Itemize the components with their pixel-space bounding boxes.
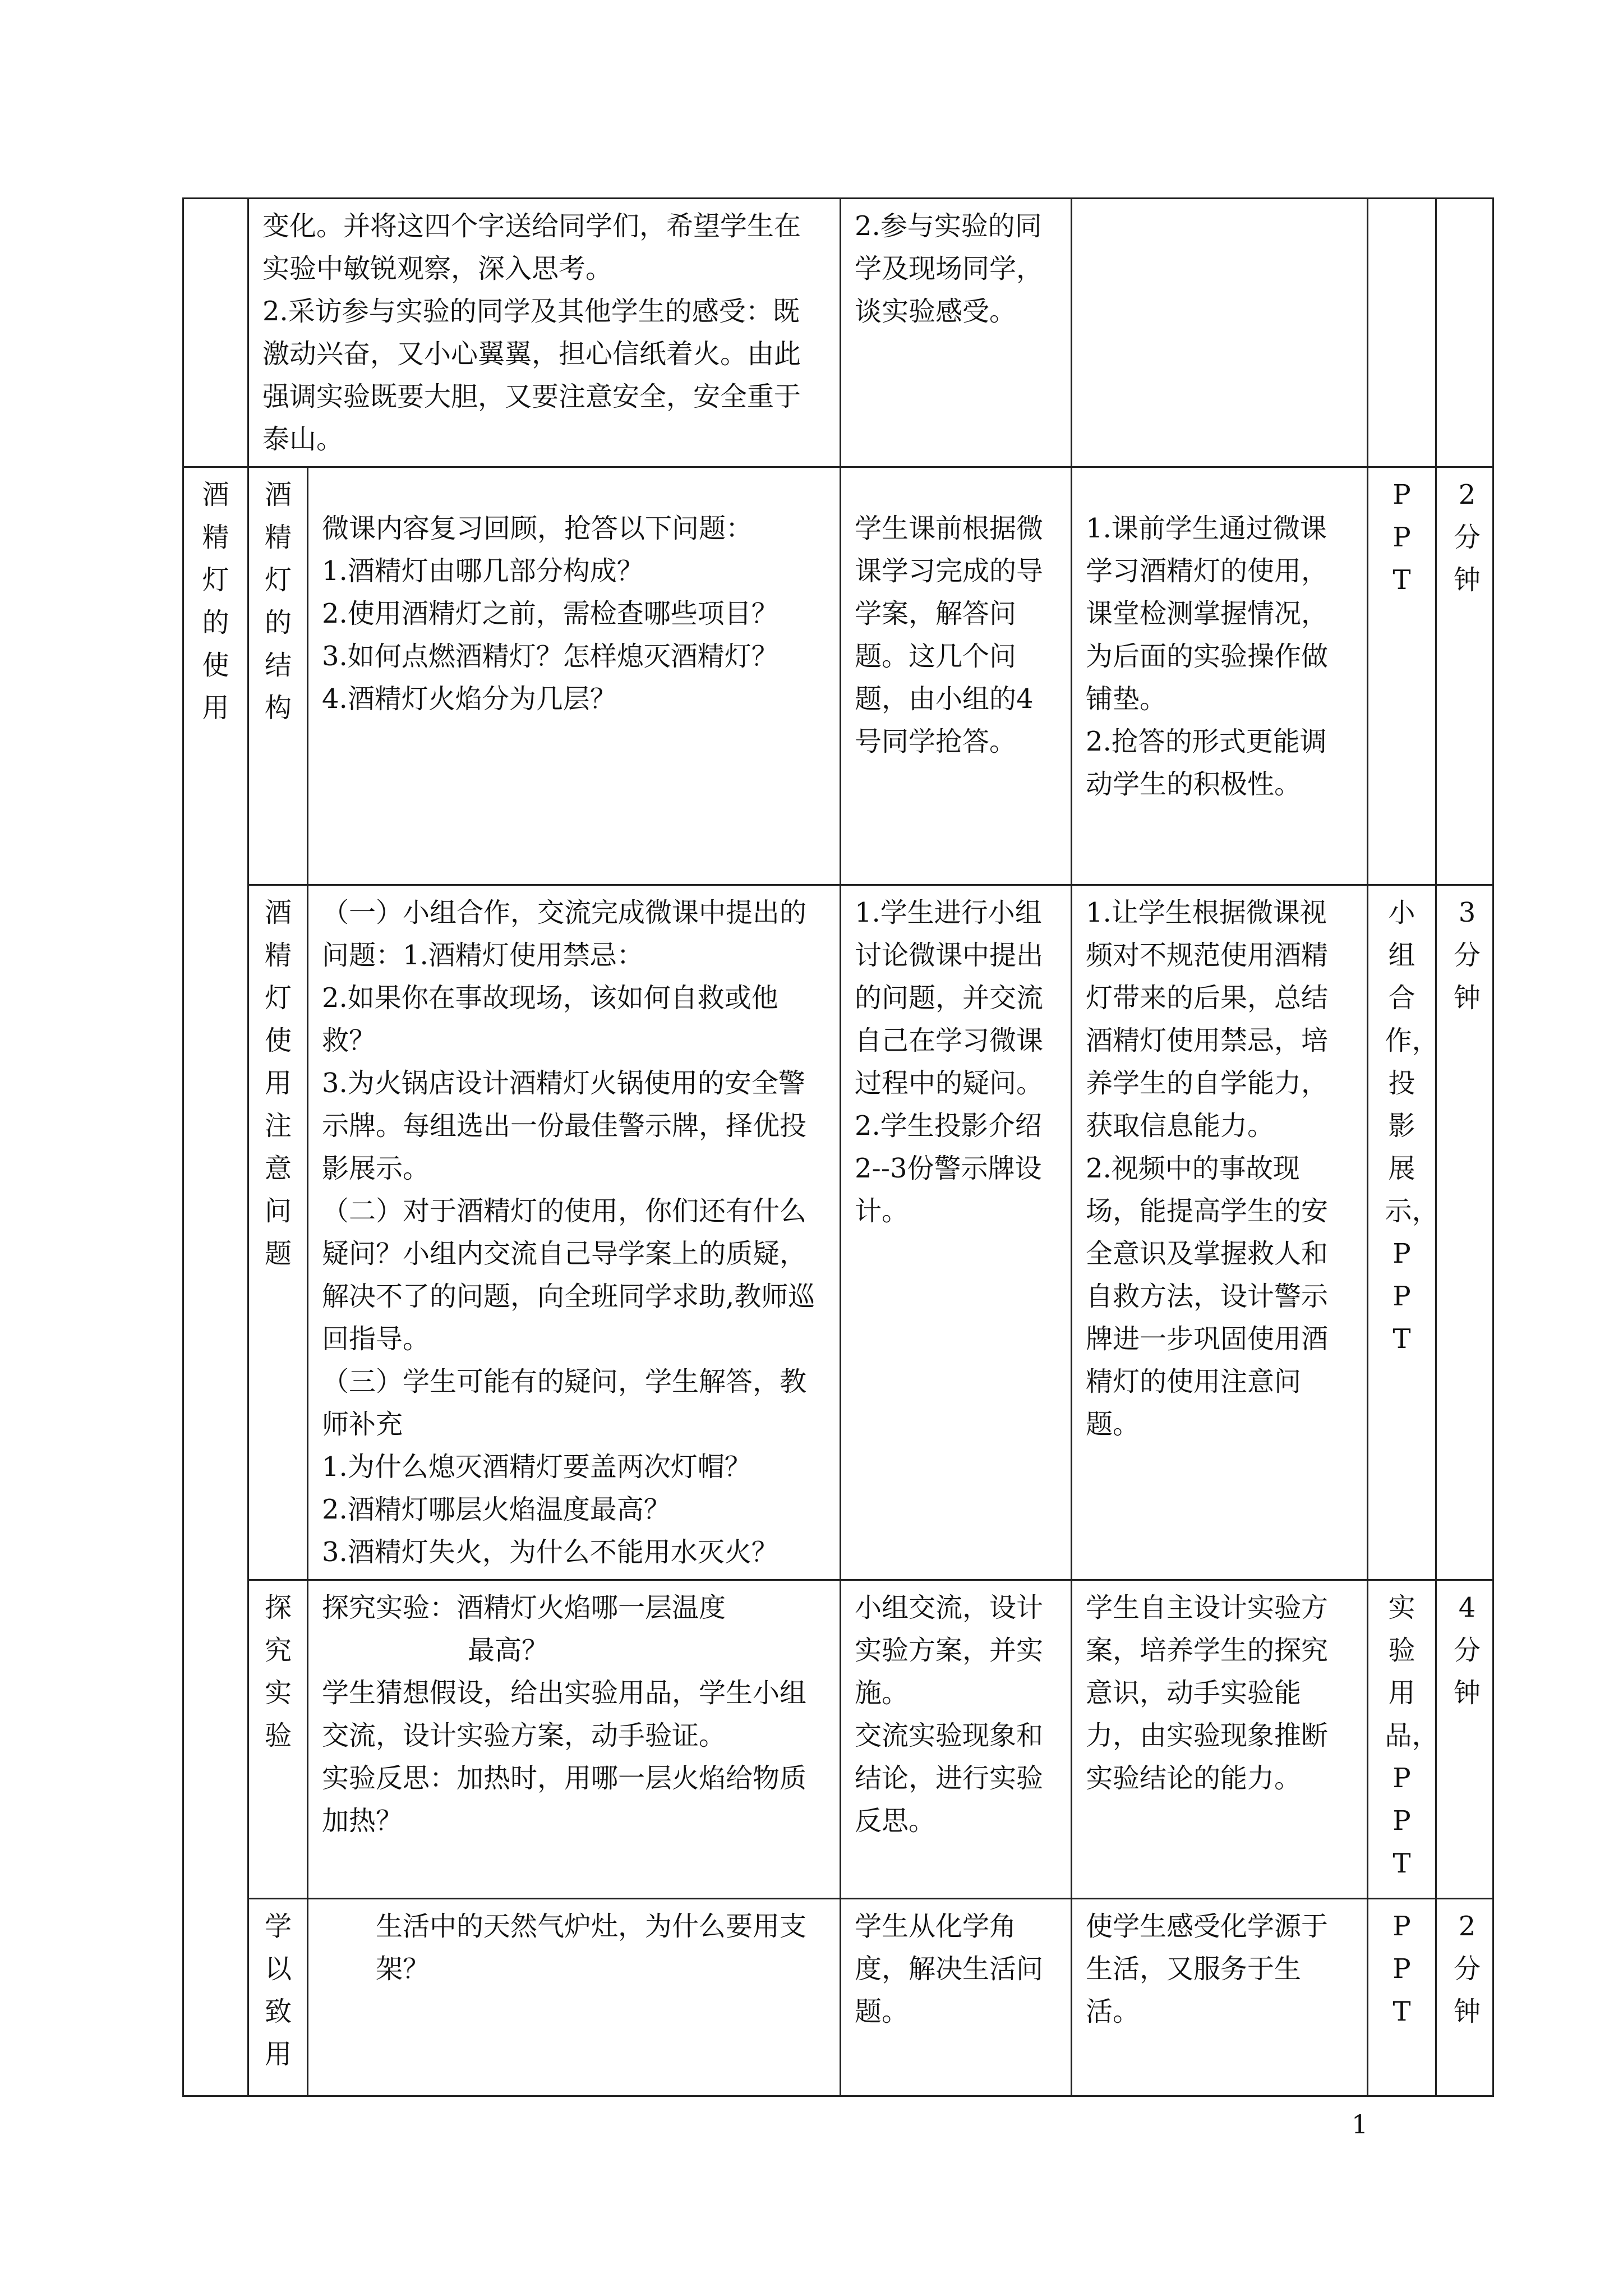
section-label-cell	[183, 467, 248, 2096]
media-cell: PPT	[1368, 467, 1436, 885]
table-row	[183, 1899, 1493, 2096]
intent-cell: 使学生感受化学源于生活，又服务于生活。	[1072, 1899, 1368, 2096]
stage-cell: 探究实验	[248, 1580, 308, 1899]
intent-cell: 1.课前学生通过微课学习酒精灯的使用，课堂检测掌握情况，为后面的实验操作做铺垫。 2.抢答的形式更能调动学生的积极性。	[1072, 467, 1368, 885]
process-cell: （一）小组合作，交流完成微课中提出的问题：1.酒精灯使用禁忌： 2.如果你在事故现场，该如何自救或他救？ 3.为火锅店设计酒精灯火锅使用的安全警示牌。每组选出一份最佳警示牌，择优投影展示。 （二）对于酒精灯的使用，你们还有什么疑问？小组内交流自己导学案上的质疑，解决不了的问题，向全班同学求助,教师巡回指导。 （三）学生可能有的疑问，学生解答，教师补充 1.为什么熄灭酒精灯要盖两次灯帽？ 2.酒精灯哪层火焰温度最高？ 3.酒精灯失火，为什么不能用水灭火？	[308, 885, 841, 1580]
process-cell: 微课内容复习回顾，抢答以下问题： 1.酒精灯由哪几部分构成？ 2.使用酒精灯之前，需检查哪些项目？ 3.如何点燃酒精灯？怎样熄灭酒精灯？ 4.酒精灯火焰分为几层？	[308, 467, 841, 885]
intent-cell: 学生自主设计实验方案，培养学生的探究意识，动手实验能力，由实验现象推断实验结论的能力。	[1072, 1580, 1368, 1899]
time-cell: 2分钟	[1436, 467, 1493, 885]
student-cell: 学生从化学角度，解决生活问题。	[841, 1899, 1072, 2096]
process-cell: 探究实验：酒精灯火焰哪一层温度 最高？ 学生猜想假设，给出实验用品，学生小组交流，设计实验方案，动手验证。 实验反思：加热时，用哪一层火焰给物质加热？	[308, 1580, 841, 1899]
process-cell: 变化。并将这四个字送给同学们，希望学生在实验中敏锐观察，深入思考。 2.采访参与实验的同学及其他学生的感受：既激动兴奋，又小心翼翼，担心信纸着火。由此强调实验既要大胆，又要注意安全，安全重于泰山。	[248, 199, 841, 467]
time-cell: 2分钟	[1436, 1899, 1493, 2096]
student-cell: 小组交流，设计实验方案，并实施。 交流实验现象和结论，进行实验反思。	[841, 1580, 1072, 1899]
intent-cell	[1072, 199, 1368, 467]
student-cell: 学生课前根据微课学习完成的导学案，解答问题。这几个问题，由小组的4号同学抢答。	[841, 467, 1072, 885]
media-cell: 小组合作，投影展示，PPT	[1368, 885, 1436, 1580]
time-cell	[1436, 199, 1493, 467]
media-cell	[1368, 199, 1436, 467]
section-label: 酒精灯的使用	[202, 479, 229, 724]
stage-cell: 酒精灯使用注意问题	[248, 885, 308, 1580]
student-cell: 1.学生进行小组讨论微课中提出的问题，并交流自己在学习微课过程中的疑问。 2.学生投影介绍2--3份警示牌设计。	[841, 885, 1072, 1580]
stage-cell: 酒精灯的结构	[248, 467, 308, 885]
process-cell: 生活中的天然气炉灶，为什么要用支架？	[308, 1899, 841, 2096]
student-cell: 2.参与实验的同学及现场同学，谈实验感受。	[841, 199, 1072, 467]
time-cell: 4分钟	[1436, 1580, 1493, 1899]
section-cell-empty	[183, 199, 248, 467]
table-row	[183, 885, 1493, 1580]
lesson-plan-table	[182, 197, 1494, 2097]
page-number: 1	[1352, 2109, 1368, 2139]
intent-cell: 1.让学生根据微课视频对不规范使用酒精灯带来的后果，总结酒精灯使用禁忌，培养学生的自学能力，获取信息能力。 2.视频中的事故现场，能提高学生的安全意识及掌握救人和自救方法，设计警示牌进一步巩固使用酒精灯的使用注意问题。	[1072, 885, 1368, 1580]
media-cell: 实验用品，PPT	[1368, 1580, 1436, 1899]
media-cell: PPT	[1368, 1899, 1436, 2096]
stage-cell: 学以致用	[248, 1899, 308, 2096]
table-row	[183, 467, 1493, 885]
table-row	[183, 1580, 1493, 1899]
time-cell: 3分钟	[1436, 885, 1493, 1580]
table-row-continued	[183, 199, 1493, 467]
